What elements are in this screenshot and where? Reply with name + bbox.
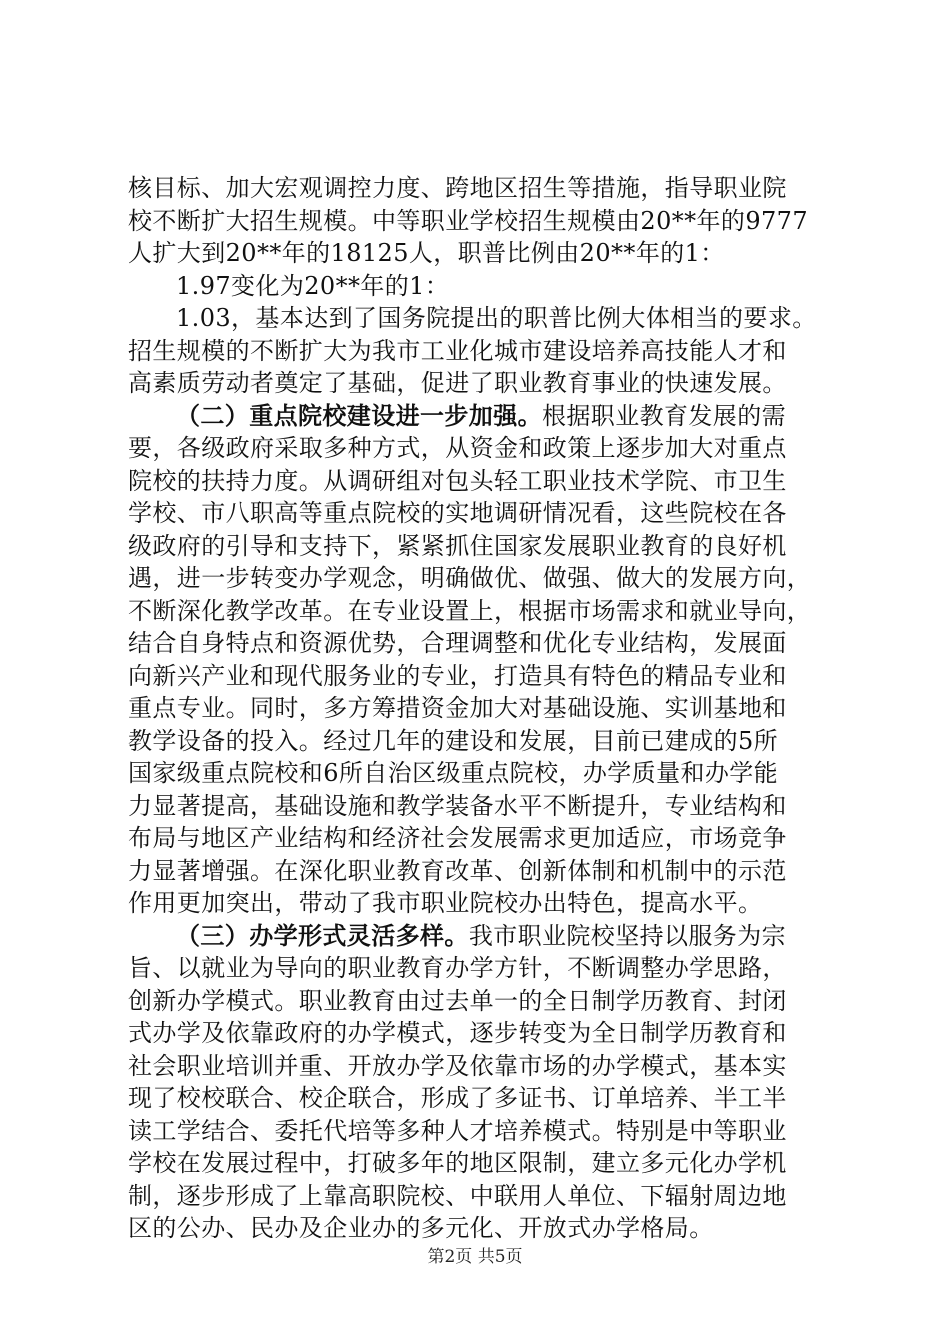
- text-line: 向新兴产业和现代服务业的专业，打造具有特色的精品专业和: [128, 661, 787, 690]
- text-line: 高素质劳动者奠定了基础，促进了职业教育事业的快速发展。: [128, 369, 787, 397]
- text-line: 社会职业培训并重、开放办学及依靠市场的办学模式，基本实: [128, 1051, 787, 1080]
- text-line: 制，逐步形成了上靠高职院校、中联用人单位、下辐射周边地: [128, 1181, 787, 1210]
- text-line: 结合自身特点和资源优势，合理调整和优化专业结构，发展面: [128, 629, 787, 657]
- paragraph-key-schools: [128, 400, 828, 920]
- text-line: 布局与地区产业结构和经济社会发展需求更加适应，市场竞争: [128, 824, 787, 852]
- paragraph-enrollment-scale: [128, 172, 828, 270]
- text-line: 学校在发展过程中，打破多年的地区限制，建立多元化办学机: [128, 1149, 787, 1177]
- text-line: 旨、以就业为导向的职业教育办学方针，不断调整办学思路，: [128, 954, 787, 982]
- text-line: 区的公办、民办及企业办的多元化、开放式办学格局。: [128, 1214, 714, 1242]
- text-line: 校不断扩大招生规模。中等职业学校招生规模由20**年的9777: [128, 206, 809, 235]
- text-line: 重点专业。同时，多方筹措资金加大对基础设施、实训基地和: [128, 694, 787, 722]
- page-number-footer: 第2页 共5页: [427, 1247, 523, 1267]
- text-line: 作用更加突出，带动了我市职业院校办出特色，提高水平。: [128, 889, 763, 917]
- text-line: 不断深化教学改革。在专业设置上，根据市场需求和就业导向，: [128, 596, 812, 625]
- paragraph-school-forms: [128, 920, 828, 1245]
- text-line: 现了校校联合、校企联合，形成了多证书、订单培养、半工半: [128, 1084, 787, 1112]
- paragraph-ratio-result: [128, 302, 828, 400]
- document-body: [128, 172, 828, 1245]
- text-run: 我市职业院校坚持以服务为宗: [468, 921, 787, 950]
- text-line: 1.97变化为20**年的1：: [176, 271, 450, 300]
- text-line: 教学设备的投入。经过几年的建设和发展，目前已建成的5所: [128, 726, 779, 755]
- section-heading: （三）办学形式灵活多样。: [176, 920, 469, 950]
- text-line: 力显著提高，基础设施和教学装备水平不断提升，专业结构和: [128, 791, 787, 820]
- text-line: 核目标、加大宏观调控力度、跨地区招生等措施，指导职业院: [128, 174, 787, 202]
- text-line: 要，各级政府采取多种方式，从资金和政策上逐步加大对重点: [128, 434, 787, 462]
- text-line: 学校、市八职高等重点院校的实地调研情况看，这些院校在各: [128, 499, 787, 527]
- text-line: 国家级重点院校和6所自治区级重点院校，办学质量和办学能: [128, 759, 779, 787]
- paragraph-ratio-change: [128, 270, 828, 303]
- text-line: 遇，进一步转变办学观念，明确做优、做强、做大的发展方向，: [128, 564, 812, 592]
- text-line: 1.03，基本达到了国务院提出的职普比例大体相当的要求。: [176, 304, 817, 332]
- text-line: 创新办学模式。职业教育由过去单一的全日制学历教育、封闭: [128, 986, 787, 1015]
- text-line: 式办学及依靠政府的办学模式，逐步转变为全日制学历教育和: [128, 1019, 787, 1047]
- text-line: 级政府的引导和支持下，紧紧抓住国家发展职业教育的良好机: [128, 531, 787, 560]
- text-line: 院校的扶持力度。从调研组对包头轻工职业技术学院、市卫生: [128, 466, 787, 495]
- section-heading: （二）重点院校建设进一步加强。: [176, 400, 542, 430]
- text-line: [128, 400, 828, 433]
- text-line: [128, 920, 828, 953]
- text-line: 力显著增强。在深化职业教育改革、创新体制和机制中的示范: [128, 856, 787, 885]
- text-line: 读工学结合、委托代培等多种人才培养模式。特别是中等职业: [128, 1116, 787, 1145]
- text-line: 人扩大到20**年的18125人，职普比例由20**年的1：: [128, 239, 725, 267]
- text-line: 招生规模的不断扩大为我市工业化城市建设培养高技能人才和: [128, 336, 787, 365]
- text-run: 根据职业教育发展的需: [542, 401, 786, 430]
